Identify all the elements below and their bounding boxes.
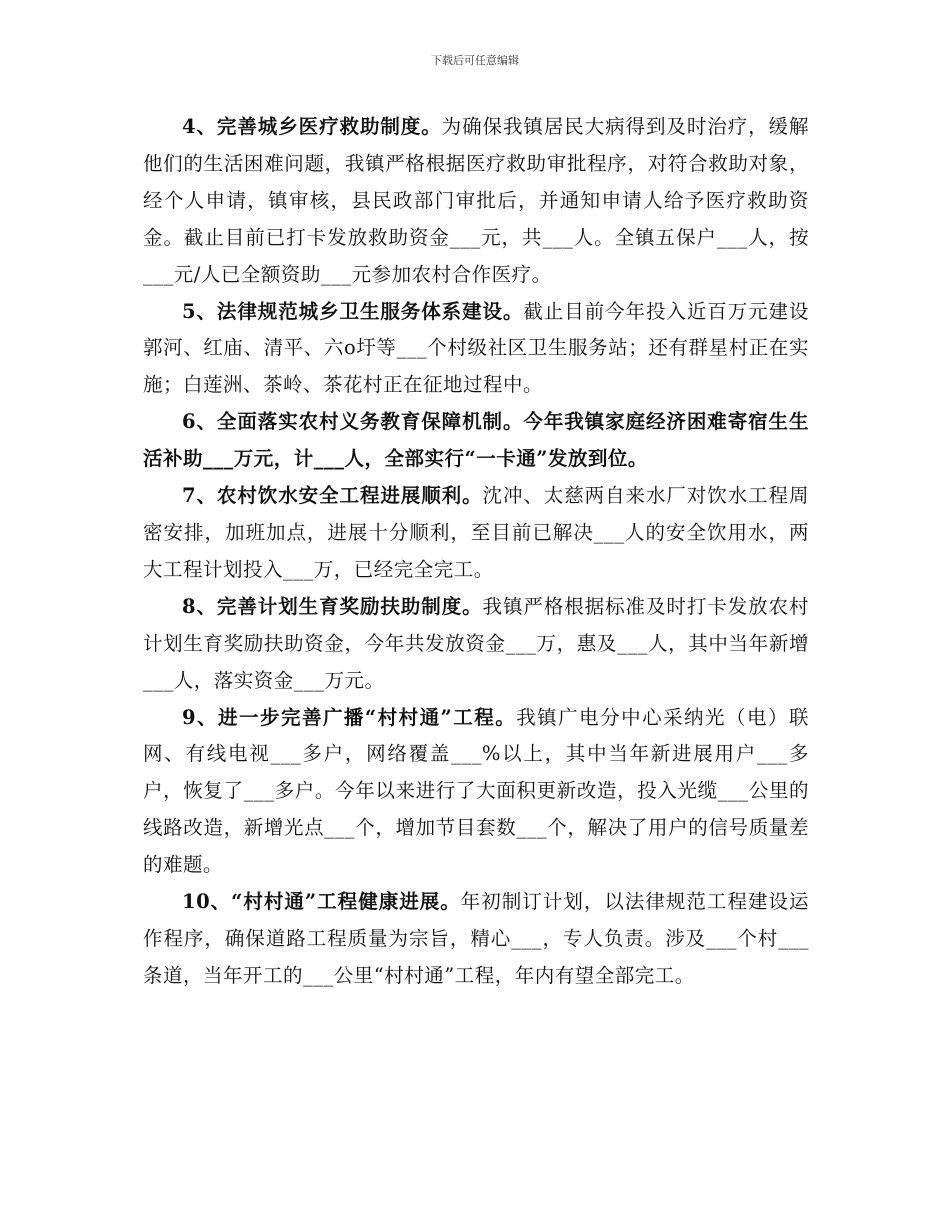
paragraph-text: 我镇广电分中心采纳光（电）联网、有线电视___多户，网络覆盖___%以上，其中当年新进展用户___多户，恢复了___多户。今年以来进行了大面积更新改造，投入光缆___公里的线路改造，新增光点___个，增加节目套数___个，解决了用户的信号质量差的难题。 <box>143 705 809 877</box>
paragraph-5 <box>143 294 809 405</box>
paragraph-8 <box>143 589 809 700</box>
paragraph-text: 沈冲、太慈两自来水厂对饮水工程周密安排，加班加点，进展十分顺利，至目前已解决___人的安全饮用水，两大工程计划投入___万，已经完全完工。 <box>143 484 809 581</box>
paragraph-9 <box>143 700 809 885</box>
document-body <box>143 109 809 995</box>
paragraph-heading: 8、完善计划生育奖励扶助制度。 <box>182 594 483 618</box>
paragraph-heading: 4、完善城乡医疗救助制度。 <box>182 115 442 138</box>
paragraph-heading: 10、“村村通”工程健康进展。 <box>182 890 461 914</box>
paragraph-heading: 6、全面落实农村义务教育保障机制。 <box>182 410 524 434</box>
paragraph-heading: 9、进一步完善广播“村村通”工程。 <box>182 705 517 729</box>
paragraph-text: 我镇严格根据标准及时打卡发放农村计划生育奖励扶助资金，今年共发放资金___万，惠及___人，其中当年新增___人，落实资金___万元。 <box>143 594 809 692</box>
paragraph-10 <box>143 884 809 995</box>
paragraph-6 <box>143 404 809 478</box>
paragraph-heading: 7、农村饮水安全工程进展顺利。 <box>182 484 483 508</box>
paragraph-text: 为确保我镇居民大病得到及时治疗，缓解他们的生活困难问题，我镇严格根据医疗救助审批程序，对符合救助对象，经个人申请，镇审核，县民政部门审批后，并通知申请人给予医疗救助资金。截止目前已打卡发放救助资金___元，共___人。全镇五保户___人，按___元/人已全额资助___元参加农村合作医疗。 <box>143 115 809 286</box>
paragraph-text: 今年我镇家庭经济困难寄宿生生活补助___万元，计___人，全部实行“一卡通”发放到位。 <box>143 410 809 471</box>
paragraph-7 <box>143 478 809 589</box>
paragraph-text: 截止目前今年投入近百万元建设郭河、红庙、清平、六o圩等___个村级社区卫生服务站；还有群星村正在实施；白莲洲、茶岭、茶花村正在征地过程中。 <box>143 299 809 397</box>
paragraph-text: 年初制订计划，以法律规范工程建设运作程序，确保道路工程质量为宗旨，精心___，专人负责。涉及___个村___条道，当年开工的___公里“村村通”工程，年内有望全部完工。 <box>143 890 809 987</box>
page-header: 下载后可任意编辑 <box>431 54 519 67</box>
paragraph-4 <box>143 109 809 294</box>
paragraph-heading: 5、法律规范城乡卫生服务体系建设。 <box>182 299 524 323</box>
